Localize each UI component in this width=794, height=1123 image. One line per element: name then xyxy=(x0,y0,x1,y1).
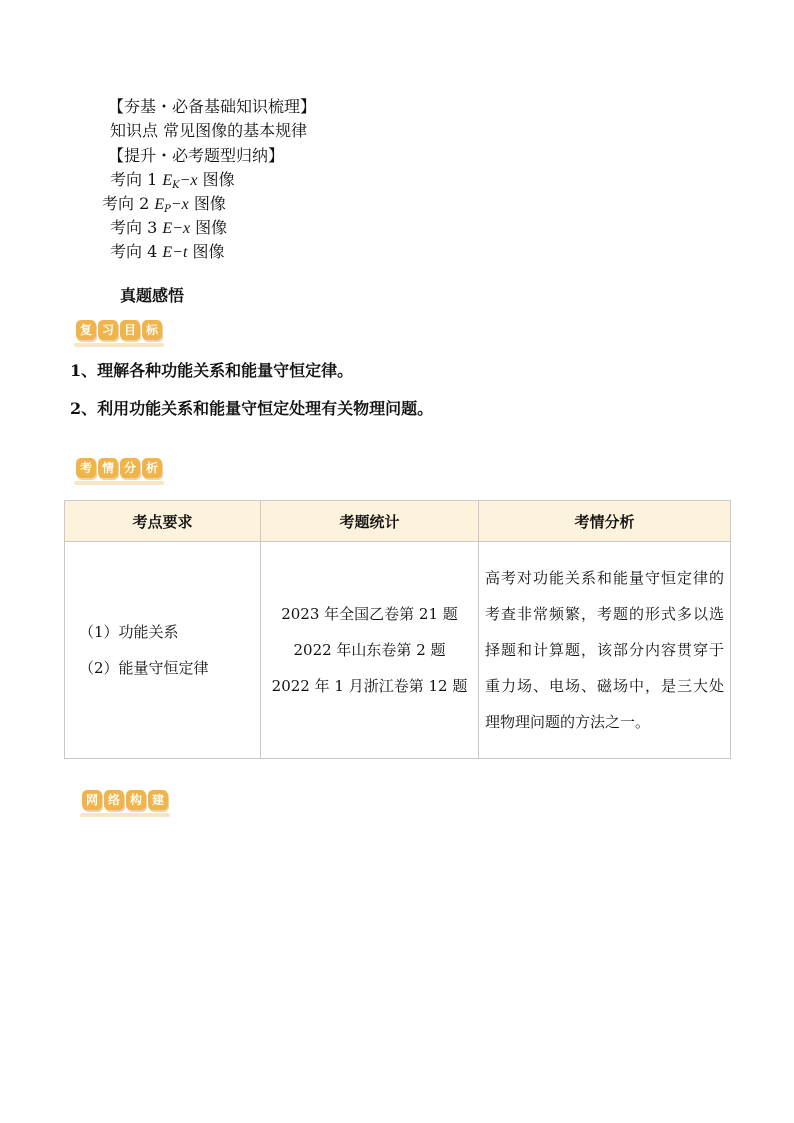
exam-analysis-badge xyxy=(76,456,162,480)
badge-char: 络 xyxy=(104,790,124,810)
goal-1: 1、理解各种功能关系和能量守恒定律。 xyxy=(70,361,354,380)
badge-underline xyxy=(80,813,170,817)
badge-underline xyxy=(74,343,164,347)
statistic-item: 2023 年全国乙卷第 21 题 xyxy=(281,605,458,623)
review-goals-badge xyxy=(76,318,162,342)
toc-improve-heading: 【提升・必考题型归纳】 xyxy=(108,146,285,165)
toc-direction-4: 考向 4 E−t 图像 xyxy=(110,242,225,261)
badge-char: 构 xyxy=(126,790,146,810)
badge-char: 目 xyxy=(120,320,140,340)
badge-char: 情 xyxy=(98,458,118,478)
toc-direction-3: 考向 3 E−x 图像 xyxy=(110,218,228,237)
badge-char: 建 xyxy=(148,790,168,810)
badge-char: 分 xyxy=(120,458,140,478)
cell-analysis: 高考对功能关系和能量守恒定律的考查非常频繁，考题的形式多以选择题和计算题，该部分内容贯穿于重力场、电场、磁场中，是三大处理物理问题的方法之一。 xyxy=(479,542,731,759)
network-badge xyxy=(82,788,168,812)
requirement-item: （2）能量守恒定律 xyxy=(79,659,209,677)
badge-char: 标 xyxy=(142,320,162,340)
cell-statistics xyxy=(261,542,479,759)
badge-char: 析 xyxy=(142,458,162,478)
requirement-item: （1）功能关系 xyxy=(79,623,179,641)
toc-direction-1: 考向 1 $E_K-x$ 图像 xyxy=(110,170,235,191)
cell-requirements xyxy=(65,542,261,759)
badge-char: 网 xyxy=(82,790,102,810)
badge-underline xyxy=(74,481,164,485)
table-header-row xyxy=(65,501,731,542)
badge-char: 考 xyxy=(76,458,96,478)
toc-knowledge-point: 知识点 常见图像的基本规律 xyxy=(110,121,308,140)
header-analysis: 考情分析 xyxy=(479,501,731,542)
exam-analysis-table xyxy=(64,500,731,759)
zhenti-heading: 真题感悟 xyxy=(120,286,185,305)
statistic-item: 2022 年山东卷第 2 题 xyxy=(293,641,446,659)
toc-basics-heading: 【夯基・必备基础知识梳理】 xyxy=(108,97,317,116)
header-statistics: 考题统计 xyxy=(261,501,479,542)
toc-direction-2: 考向 2 $E_P-x$ 图像 xyxy=(102,194,226,215)
header-requirements: 考点要求 xyxy=(65,501,261,542)
badge-char: 习 xyxy=(98,320,118,340)
goal-2: 2、利用功能关系和能量守恒定处理有关物理问题。 xyxy=(70,399,434,418)
table-row xyxy=(65,542,731,759)
badge-char: 复 xyxy=(76,320,96,340)
statistic-item: 2022 年 1 月浙江卷第 12 题 xyxy=(271,677,468,695)
